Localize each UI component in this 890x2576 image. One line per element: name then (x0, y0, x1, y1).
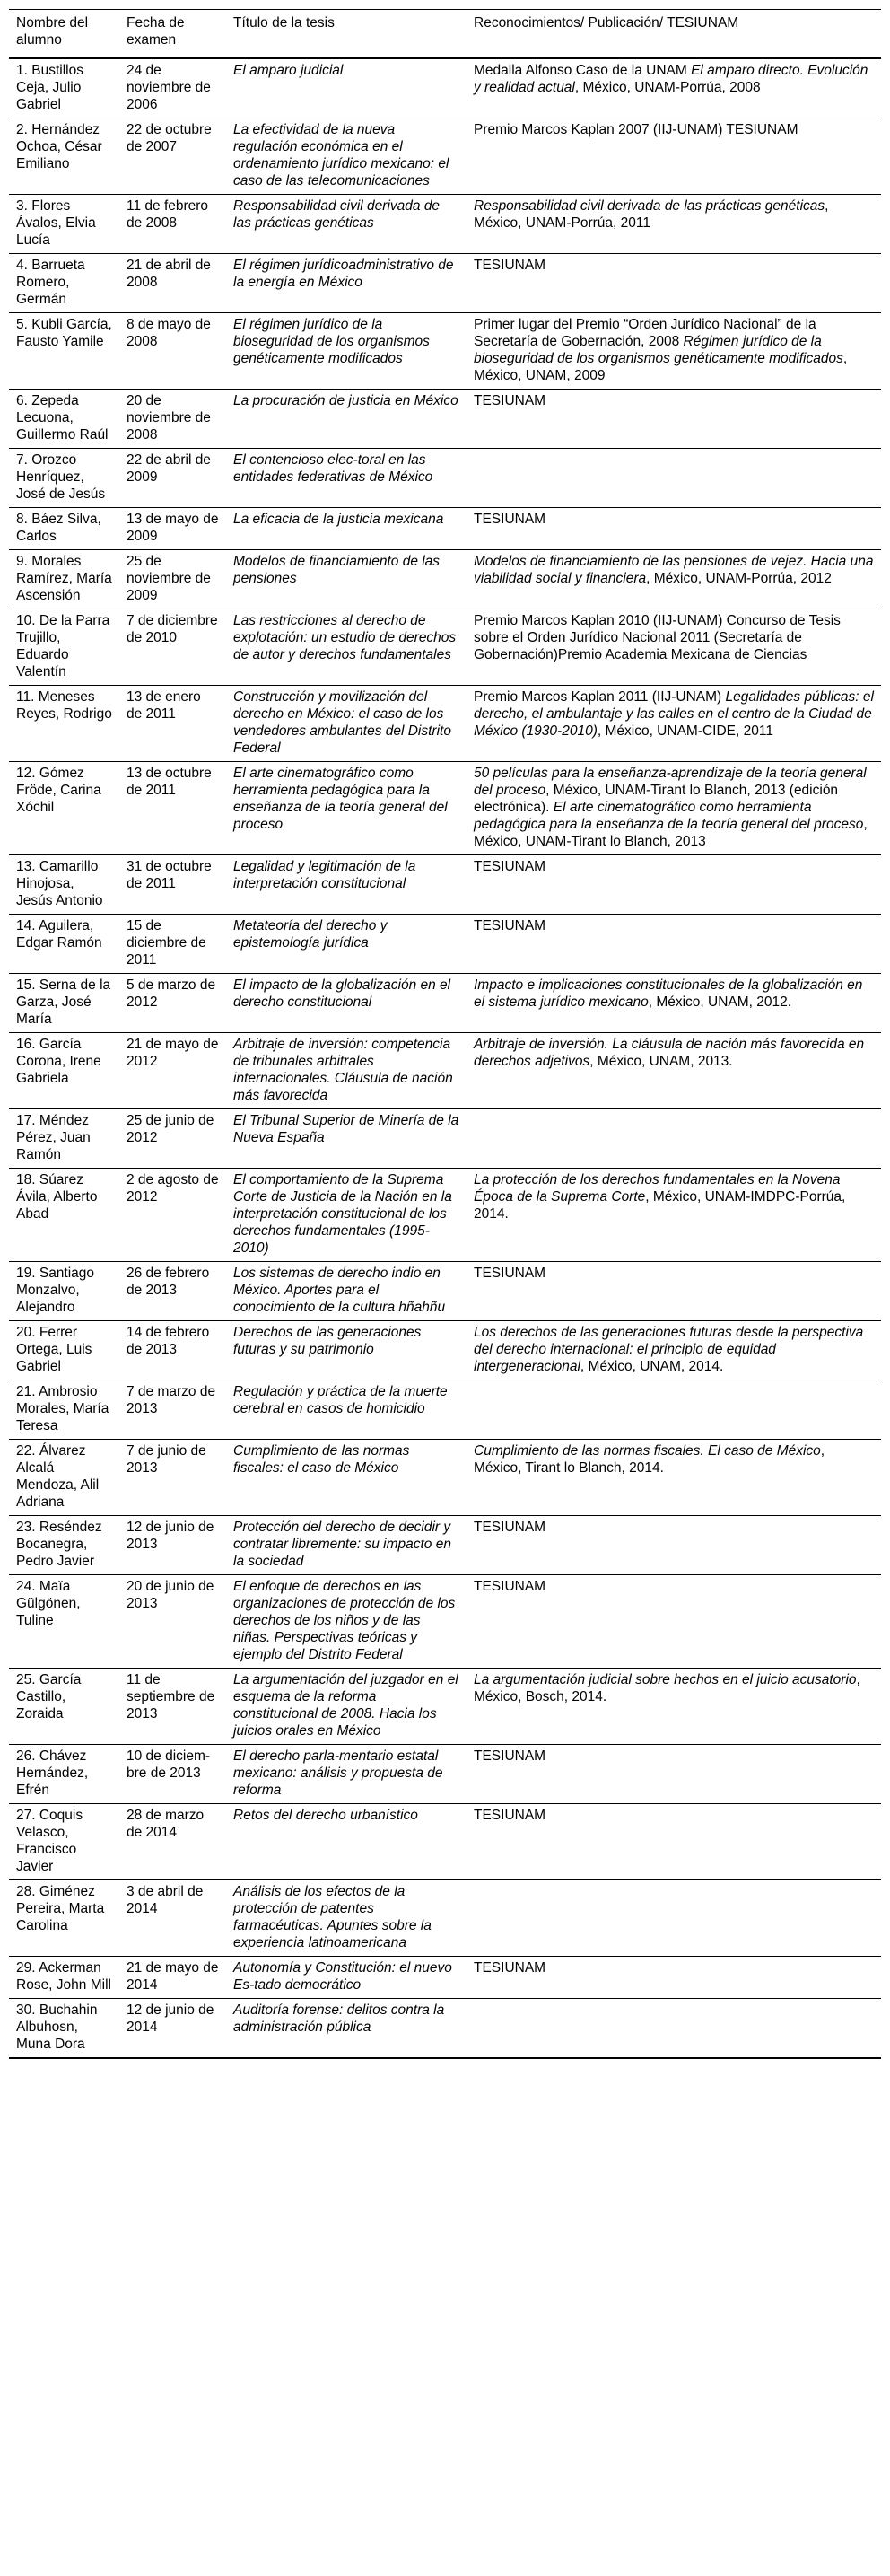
recognition-cell (467, 855, 881, 915)
table-row (9, 118, 881, 195)
recognition-text: , México, UNAM-CIDE, 2011 (597, 723, 773, 739)
thesis-title-cell: Modelos de financiamiento de las pensiones (226, 550, 467, 609)
exam-date-cell: 7 de diciembre de 2010 (119, 609, 226, 686)
table-row (9, 1321, 881, 1380)
recognition-cell (467, 1880, 881, 1957)
recognition-cell (467, 1516, 881, 1575)
recognition-cell (467, 254, 881, 313)
recognition-text: , México, Bosch, 2014. (474, 1672, 860, 1704)
publication-title: Modelos de financiamiento de las pensiones de vejez. Hacia una viabilidad social y financiera (474, 554, 874, 586)
student-name-cell: 5. Kubli García, Fausto Yamile (9, 313, 119, 390)
recognition-cell (467, 390, 881, 449)
recognition-cell (467, 1804, 881, 1880)
recognition-cell (467, 195, 881, 254)
recognition-text: Medalla Alfonso Caso de la UNAM (474, 63, 692, 78)
thesis-title-cell: Análisis de los efectos de la protección de patentes farmacéuticas. Apuntes sobre la experiencia latinoamericana (226, 1880, 467, 1957)
thesis-title-cell: Las restricciones al derecho de explotación: un estudio de derechos de autor y derechos fundamentales (226, 609, 467, 686)
recognition-cell (467, 1033, 881, 1109)
exam-date-cell: 21 de mayo de 2014 (119, 1957, 226, 1999)
student-name-cell: 11. Meneses Reyes, Rodrigo (9, 686, 119, 762)
exam-date-cell: 13 de enero de 2011 (119, 686, 226, 762)
table-row (9, 1669, 881, 1745)
header-thesis-title: Título de la tesis (226, 10, 467, 59)
student-name-cell: 21. Ambrosio Morales, María Teresa (9, 1380, 119, 1440)
exam-date-cell: 11 de septiembre de 2013 (119, 1669, 226, 1745)
exam-date-cell: 13 de mayo de 2009 (119, 508, 226, 550)
recognition-cell (467, 313, 881, 390)
exam-date-cell: 25 de junio de 2012 (119, 1109, 226, 1169)
recognition-cell (467, 915, 881, 974)
header-row (9, 10, 881, 59)
thesis-title-cell: La argumentación del juzgador en el esquema de la reforma constitucional de 2008. Hacia los juicios orales en México (226, 1669, 467, 1745)
thesis-title-cell: El impacto de la globalización en el derecho constitucional (226, 974, 467, 1033)
student-name-cell: 2. Hernández Ochoa, César Emiliano (9, 118, 119, 195)
recognition-text: , México, UNAM, 2009 (474, 351, 848, 383)
thesis-title-cell: Arbitraje de inversión: competencia de tribunales arbitrales internacionales. Cláusula de nación más favorecida (226, 1033, 467, 1109)
publication-title: La argumentación judicial sobre hechos en el juicio acusatorio (474, 1672, 857, 1687)
student-name-cell: 24. Maïa Gülgönen, Tuline (9, 1575, 119, 1669)
thesis-title-cell: El enfoque de derechos en las organizaciones de protección de los derechos de los niños y de las niñas. Perspectivas teóricas y ejemplo del Distrito Federal (226, 1575, 467, 1669)
student-name-cell: 4. Barrueta Romero, Germán (9, 254, 119, 313)
thesis-title-cell: Cumplimiento de las normas fiscales: el caso de México (226, 1440, 467, 1516)
exam-date-cell: 22 de octubre de 2007 (119, 118, 226, 195)
exam-date-cell: 26 de febrero de 2013 (119, 1262, 226, 1321)
exam-date-cell: 12 de junio de 2013 (119, 1516, 226, 1575)
table-row (9, 58, 881, 118)
student-name-cell: 15. Serna de la Garza, José María (9, 974, 119, 1033)
thesis-title-cell: El régimen jurídicoadministrativo de la energía en México (226, 254, 467, 313)
publication-title: Régimen jurídico de la bioseguridad de los organismos genéticamente modificados (474, 334, 843, 366)
student-name-cell: 3. Flores Ávalos, Elvia Lucía (9, 195, 119, 254)
table-row (9, 1516, 881, 1575)
thesis-title-cell: Regulación y práctica de la muerte cerebral en casos de homicidio (226, 1380, 467, 1440)
publication-title: El amparo directo. Evolución y realidad actual (474, 63, 868, 95)
exam-date-cell: 11 de febrero de 2008 (119, 195, 226, 254)
exam-date-cell: 7 de junio de 2013 (119, 1440, 226, 1516)
thesis-title-cell: Responsabilidad civil derivada de las prácticas genéticas (226, 195, 467, 254)
table-row (9, 449, 881, 508)
table-row (9, 390, 881, 449)
recognition-cell (467, 1999, 881, 2059)
recognition-cell (467, 762, 881, 855)
thesis-title-cell: El amparo judicial (226, 58, 467, 118)
table-row (9, 1745, 881, 1804)
recognition-cell (467, 550, 881, 609)
recognition-text: TESIUNAM (474, 1520, 546, 1535)
recognition-text: , México, UNAM, 2013. (589, 1054, 733, 1069)
thesis-title-cell: Protección del derecho de decidir y contratar libremente: su impacto en la sociedad (226, 1516, 467, 1575)
thesis-title-cell: El arte cinematográfico como herramienta pedagógica para la enseñanza de la teoría general del proceso (226, 762, 467, 855)
recognition-text: TESIUNAM (474, 1266, 546, 1281)
recognition-text: TESIUNAM (474, 1960, 546, 1976)
publication-title: Cumplimiento de las normas fiscales. El caso de México (474, 1443, 821, 1459)
exam-date-cell: 2 de agosto de 2012 (119, 1169, 226, 1262)
table-header (9, 10, 881, 59)
recognition-text: , México, UNAM-Porrúa, 2011 (474, 198, 829, 231)
student-name-cell: 6. Zepeda Lecuona, Guillermo Raúl (9, 390, 119, 449)
recognition-cell (467, 58, 881, 118)
student-name-cell: 18. Súarez Ávila, Alberto Abad (9, 1169, 119, 1262)
recognition-text: TESIUNAM (474, 859, 546, 874)
publication-title: Legalidades públicas: el derecho, el ambulantaje y las calles en el centro de la Ciudad de México (1930-2010) (474, 689, 874, 739)
thesis-title-cell: Los sistemas de derecho indio en México. Aportes para el conocimiento de la cultura hñahñu (226, 1262, 467, 1321)
thesis-title-cell: El comportamiento de la Suprema Corte de Justicia de la Nación en la interpretación constitucional de los derechos fundamentales (1995-2010) (226, 1169, 467, 1262)
table-row (9, 1804, 881, 1880)
exam-date-cell: 3 de abril de 2014 (119, 1880, 226, 1957)
table-row (9, 1033, 881, 1109)
thesis-title-cell: La eficacia de la justicia mexicana (226, 508, 467, 550)
student-name-cell: 29. Ackerman Rose, John Mill (9, 1957, 119, 1999)
table-row (9, 1169, 881, 1262)
recognition-text: , México, Tirant lo Blanch, 2014. (474, 1443, 825, 1476)
thesis-title-cell: El Tribunal Superior de Minería de la Nueva España (226, 1109, 467, 1169)
table-row (9, 1109, 881, 1169)
header-exam-date: Fecha de examen (119, 10, 226, 59)
recognition-cell (467, 1957, 881, 1999)
student-name-cell: 30. Buchahin Albuhosn, Muna Dora (9, 1999, 119, 2059)
thesis-title-cell: Metateoría del derecho y epistemología jurídica (226, 915, 467, 974)
thesis-title-cell: Autonomía y Constitución: el nuevo Es-tado democrático (226, 1957, 467, 1999)
recognition-cell (467, 1440, 881, 1516)
table-row (9, 1440, 881, 1516)
publication-title: 50 películas para la enseñanza-aprendizaje de la teoría general del proceso (474, 766, 867, 798)
recognition-cell (467, 1262, 881, 1321)
thesis-title-cell: El régimen jurídico de la bioseguridad de los organismos genéticamente modificados (226, 313, 467, 390)
table-row (9, 1880, 881, 1957)
publication-title: Arbitraje de inversión. La cláusula de nación más favorecida en derechos adjetivos (474, 1037, 865, 1069)
publication-title: Impacto e implicaciones constitucionales de la globalización en el sistema jurídico mexicano (474, 977, 863, 1010)
student-name-cell: 27. Coquis Velasco, Francisco Javier (9, 1804, 119, 1880)
student-name-cell: 9. Morales Ramírez, María Ascensión (9, 550, 119, 609)
recognition-text: Premio Marcos Kaplan 2007 (IIJ-UNAM) TESIUNAM (474, 122, 798, 137)
thesis-title-cell: Retos del derecho urbanístico (226, 1804, 467, 1880)
exam-date-cell: 22 de abril de 2009 (119, 449, 226, 508)
recognition-text: , México, UNAM, 2014. (580, 1359, 724, 1374)
recognition-cell (467, 1169, 881, 1262)
recognition-cell (467, 1669, 881, 1745)
recognition-cell (467, 508, 881, 550)
student-name-cell: 10. De la Parra Trujillo, Eduardo Valentín (9, 609, 119, 686)
student-name-cell: 8. Báez Silva, Carlos (9, 508, 119, 550)
recognition-text: , México, UNAM, 2012. (648, 994, 792, 1010)
thesis-title-cell: La procuración de justicia en México (226, 390, 467, 449)
recognition-cell (467, 1380, 881, 1440)
student-name-cell: 17. Méndez Pérez, Juan Ramón (9, 1109, 119, 1169)
exam-date-cell: 31 de octubre de 2011 (119, 855, 226, 915)
student-name-cell: 1. Bustillos Ceja, Julio Gabriel (9, 58, 119, 118)
exam-date-cell: 24 de noviembre de 2006 (119, 58, 226, 118)
recognition-cell (467, 1109, 881, 1169)
thesis-title-cell: Construcción y movilización del derecho en México: el caso de los vendedores ambulantes del Distrito Federal (226, 686, 467, 762)
table-row (9, 1999, 881, 2059)
exam-date-cell: 21 de abril de 2008 (119, 254, 226, 313)
recognition-cell (467, 1575, 881, 1669)
student-name-cell: 14. Aguilera, Edgar Ramón (9, 915, 119, 974)
exam-date-cell: 10 de diciem-bre de 2013 (119, 1745, 226, 1804)
student-name-cell: 22. Álvarez Alcalá Mendoza, Alil Adriana (9, 1440, 119, 1516)
recognition-text: TESIUNAM (474, 918, 546, 933)
table-row (9, 762, 881, 855)
recognition-text: TESIUNAM (474, 393, 546, 408)
table-body (9, 58, 881, 2058)
recognition-text: , México, UNAM-Porrúa, 2012 (646, 571, 832, 586)
recognition-text: Primer lugar del Premio “Orden Jurídico Nacional” de la Secretaría de Gobernación, 2008 (474, 317, 816, 349)
recognition-text: Premio Marcos Kaplan 2011 (IIJ-UNAM) (474, 689, 726, 705)
recognition-cell (467, 118, 881, 195)
header-student-name: Nombre del alumno (9, 10, 119, 59)
thesis-title-cell: Legalidad y legitimación de la interpretación constitucional (226, 855, 467, 915)
header-recognition: Reconocimientos/ Publicación/ TESIUNAM (467, 10, 881, 59)
table-row (9, 195, 881, 254)
table-row (9, 1262, 881, 1321)
student-name-cell: 19. Santiago Monzalvo, Alejandro (9, 1262, 119, 1321)
student-name-cell: 23. Reséndez Bocanegra, Pedro Javier (9, 1516, 119, 1575)
recognition-text: , México, UNAM-Tirant lo Blanch, 2013 (edición electrónica). (474, 783, 839, 815)
table-row (9, 974, 881, 1033)
exam-date-cell: 13 de octubre de 2011 (119, 762, 226, 855)
table-row (9, 1957, 881, 1999)
recognition-text: , México, UNAM-Porrúa, 2008 (574, 80, 761, 95)
recognition-cell (467, 449, 881, 508)
recognition-cell (467, 1745, 881, 1804)
student-name-cell: 12. Gómez Fröde, Carina Xóchil (9, 762, 119, 855)
table-row (9, 686, 881, 762)
student-name-cell: 20. Ferrer Ortega, Luis Gabriel (9, 1321, 119, 1380)
recognition-text: , México, UNAM-IMDPC-Porrúa, 2014. (474, 1189, 846, 1222)
table-row (9, 1575, 881, 1669)
exam-date-cell: 8 de mayo de 2008 (119, 313, 226, 390)
table-row (9, 1380, 881, 1440)
student-name-cell: 26. Chávez Hernández, Efrén (9, 1745, 119, 1804)
recognition-cell (467, 609, 881, 686)
student-name-cell: 25. García Castillo, Zoraida (9, 1669, 119, 1745)
thesis-title-cell: La efectividad de la nueva regulación económica en el ordenamiento jurídico mexicano: el caso de las telecomunicaciones (226, 118, 467, 195)
recognition-text: TESIUNAM (474, 1748, 546, 1764)
publication-title: Los derechos de las generaciones futuras desde la perspectiva del derecho internacional: el principio de equidad intergeneracional (474, 1325, 864, 1374)
recognition-cell (467, 974, 881, 1033)
student-name-cell: 16. García Corona, Irene Gabriela (9, 1033, 119, 1109)
publication-title: La protección de los derechos fundamentales en la Novena Época de la Suprema Corte (474, 1172, 841, 1205)
recognition-cell (467, 686, 881, 762)
table-row (9, 313, 881, 390)
thesis-title-cell: Derechos de las generaciones futuras y su patrimonio (226, 1321, 467, 1380)
table-row (9, 855, 881, 915)
exam-date-cell: 15 de diciembre de 2011 (119, 915, 226, 974)
thesis-title-cell: El contencioso elec-toral en las entidades federativas de México (226, 449, 467, 508)
recognition-text: TESIUNAM (474, 1808, 546, 1823)
recognition-cell (467, 1321, 881, 1380)
table-row (9, 508, 881, 550)
student-name-cell: 7. Orozco Henríquez, José de Jesús (9, 449, 119, 508)
exam-date-cell: 20 de noviembre de 2008 (119, 390, 226, 449)
exam-date-cell: 5 de marzo de 2012 (119, 974, 226, 1033)
recognition-text: TESIUNAM (474, 258, 546, 273)
thesis-title-cell: Auditoría forense: delitos contra la administración pública (226, 1999, 467, 2059)
exam-date-cell: 14 de febrero de 2013 (119, 1321, 226, 1380)
theses-table (9, 9, 881, 2059)
student-name-cell: 13. Camarillo Hinojosa, Jesús Antonio (9, 855, 119, 915)
table-row (9, 609, 881, 686)
publication-title: El arte cinematográfico como herramienta pedagógica para la enseñanza de la teoría general del proceso (474, 800, 864, 832)
exam-date-cell: 28 de marzo de 2014 (119, 1804, 226, 1880)
exam-date-cell: 12 de junio de 2014 (119, 1999, 226, 2059)
table-row (9, 915, 881, 974)
table-row (9, 254, 881, 313)
recognition-text: TESIUNAM (474, 1579, 546, 1594)
table-row (9, 550, 881, 609)
publication-title: Responsabilidad civil derivada de las prácticas genéticas (474, 198, 825, 214)
thesis-title-cell: El derecho parla-mentario estatal mexicano: análisis y propuesta de reforma (226, 1745, 467, 1804)
exam-date-cell: 20 de junio de 2013 (119, 1575, 226, 1669)
exam-date-cell: 7 de marzo de 2013 (119, 1380, 226, 1440)
recognition-text: , México, UNAM-Tirant lo Blanch, 2013 (474, 817, 868, 849)
recognition-text: Premio Marcos Kaplan 2010 (IIJ-UNAM) Concurso de Tesis sobre el Orden Jurídico Nacional 2011 (Secretaría de Gobernación)Premio Academia Mexicana de Ciencias (474, 613, 841, 662)
recognition-text: TESIUNAM (474, 512, 546, 527)
student-name-cell: 28. Giménez Pereira, Marta Carolina (9, 1880, 119, 1957)
exam-date-cell: 21 de mayo de 2012 (119, 1033, 226, 1109)
exam-date-cell: 25 de noviembre de 2009 (119, 550, 226, 609)
